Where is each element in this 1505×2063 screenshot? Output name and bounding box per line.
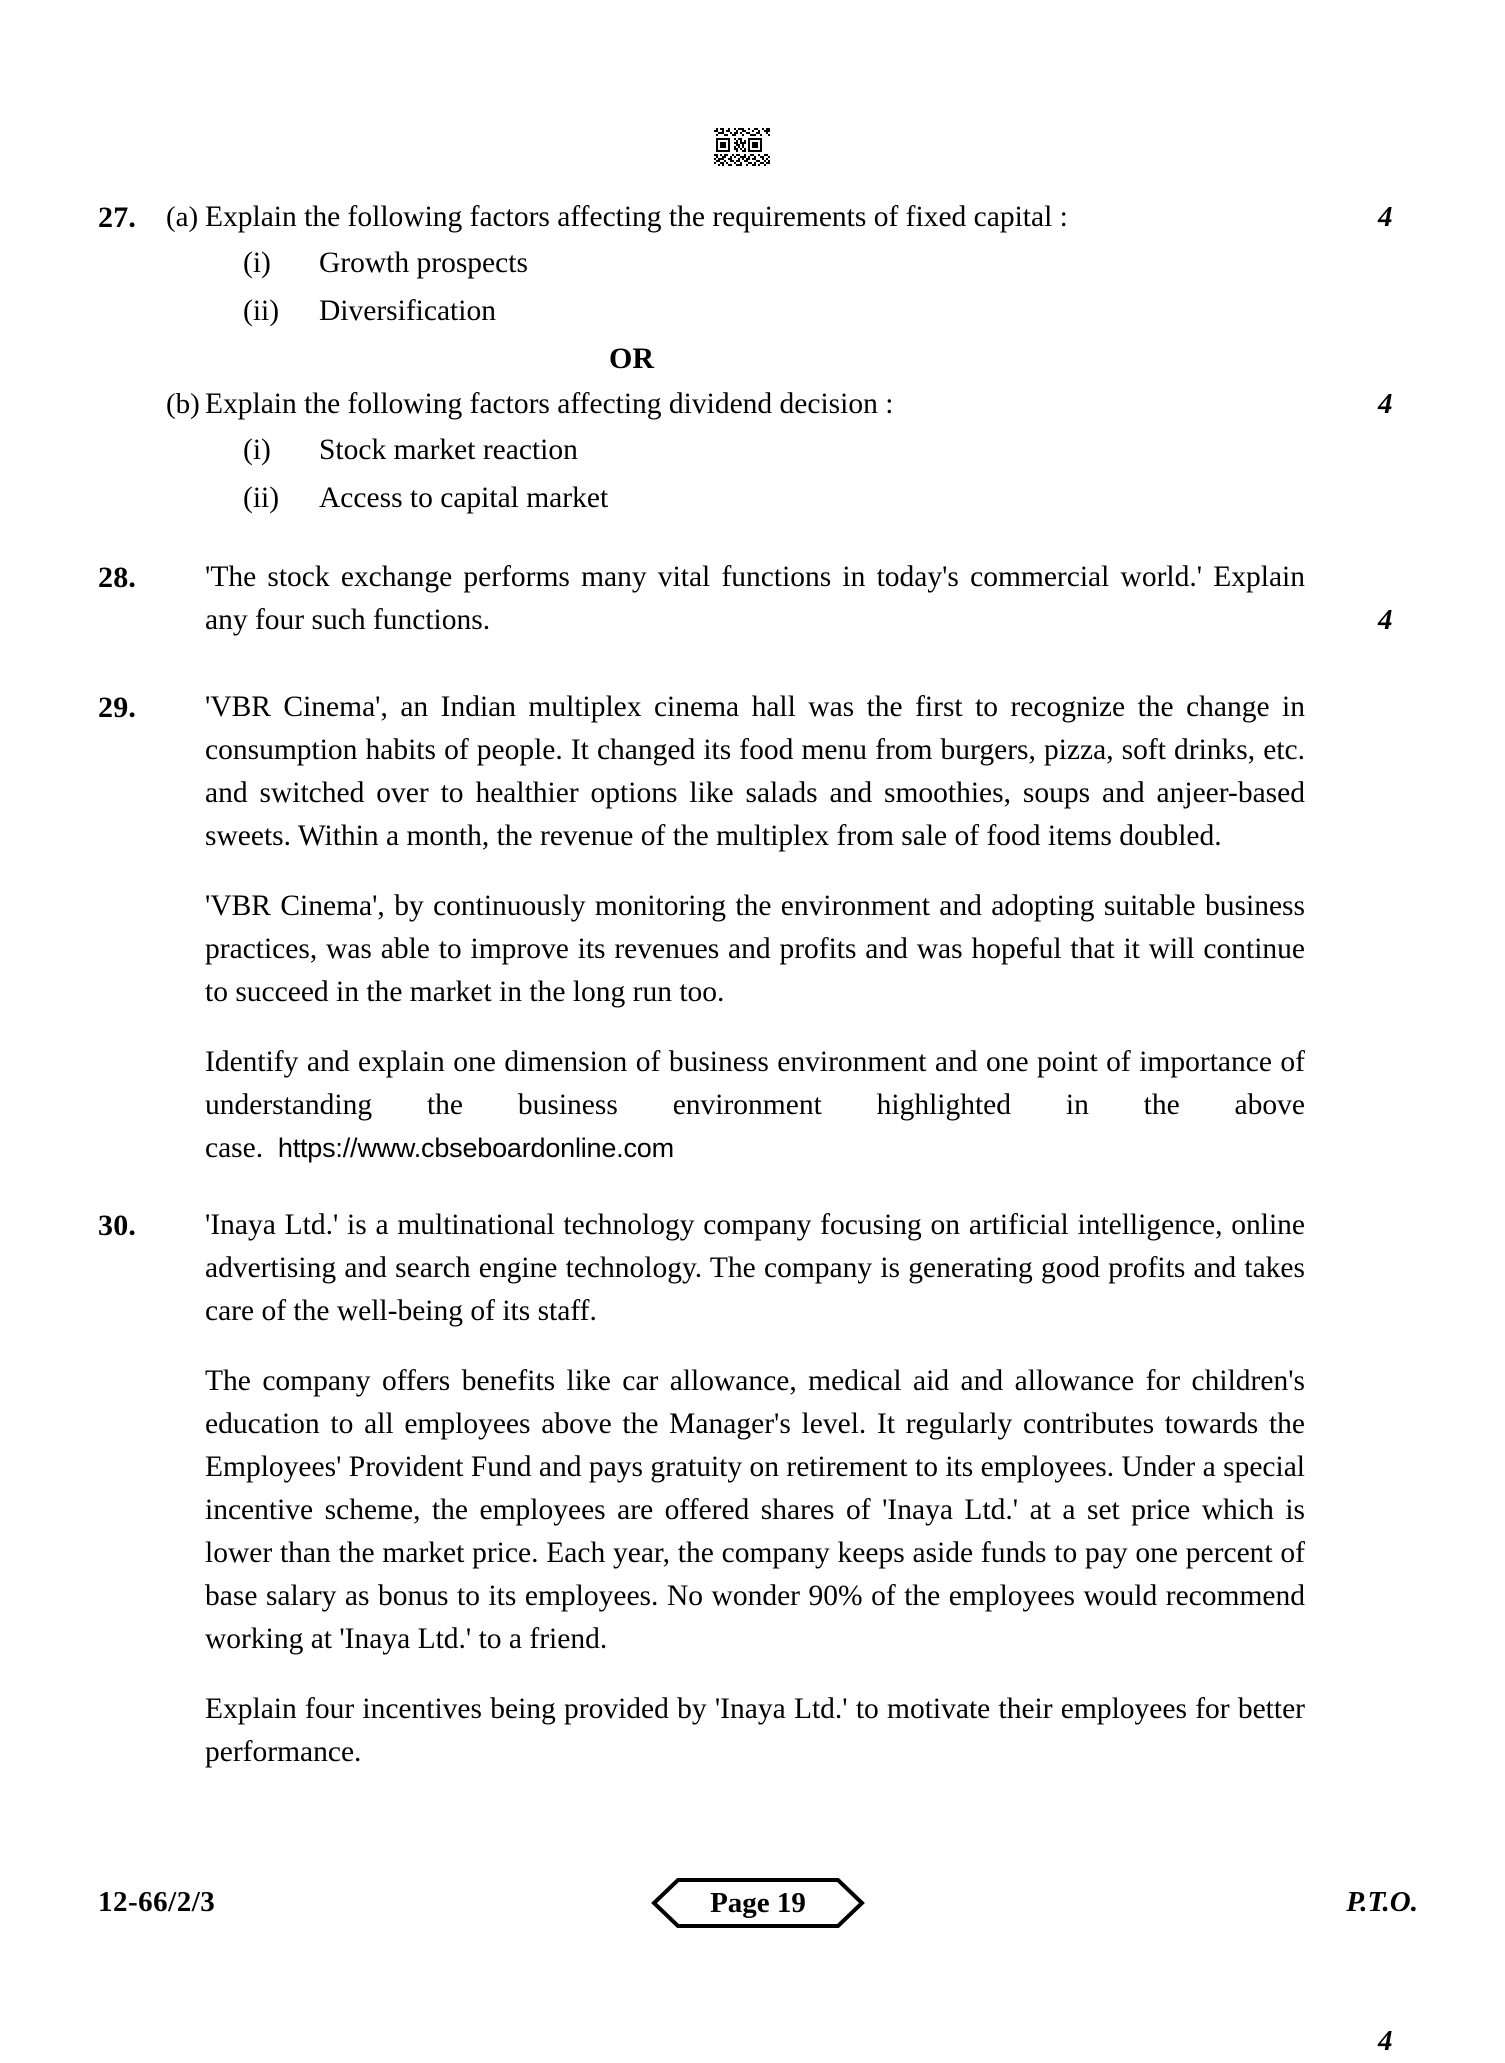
- question-text: [205, 686, 1305, 1170]
- paragraph: 'Inaya Ltd.' is a multinational technology company focusing on artificial intelligence, online advertising and search engine technology. The company is generating good profits and takes care of the well-being of its staff.: [205, 1209, 1305, 1327]
- question-part-label: (b): [166, 388, 200, 420]
- pto-label: P.T.O.: [1346, 1886, 1418, 1918]
- paragraph: [205, 1041, 1305, 1170]
- or-separator: OR: [609, 342, 654, 375]
- qr-code-icon: [714, 128, 772, 168]
- marks-value: 4: [1378, 388, 1393, 420]
- page-number-label: Page 19: [710, 1887, 806, 1919]
- marks-value: 4: [1378, 201, 1393, 233]
- roman-text: Access to capital market: [319, 482, 609, 514]
- question-number: 27.: [98, 201, 137, 234]
- source-url: https://www.cbseboardonline.com: [277, 1133, 674, 1163]
- roman-list: [243, 239, 1418, 335]
- paper-code: 12-66/2/3: [98, 1886, 216, 1918]
- paragraph: 'VBR Cinema', an Indian multiplex cinema hall was the first to recognize the change in consumption habits of people. It changed its food menu from burgers, pizza, soft drinks, etc. and switched over to healthier options like salads and smoothies, soups and anjeer-based sweets. Within a month, the revenue of the multiplex from sale of food items doubled.: [205, 691, 1305, 852]
- question-28: [98, 556, 1418, 642]
- roman-number: (i): [243, 247, 271, 279]
- roman-text: Growth prospects: [319, 247, 528, 279]
- roman-list: [243, 426, 1418, 522]
- list-item: [243, 474, 1418, 522]
- roman-number: (i): [243, 434, 271, 466]
- paragraph: 'The stock exchange performs many vital functions in today's commercial world.' Explain any four such functions.: [205, 561, 1305, 636]
- question-number: 28.: [98, 561, 137, 594]
- question-number: 29.: [98, 691, 137, 724]
- paragraph: Explain four incentives being provided by 'Inaya Ltd.' to motivate their employees for better performance.: [205, 1693, 1305, 1768]
- list-item: [243, 426, 1418, 474]
- roman-text: Stock market reaction: [319, 434, 578, 466]
- page-number-badge: [648, 1876, 868, 1930]
- paragraph: The company offers benefits like car allowance, medical aid and allowance for children's education to all employees above the Manager's level. It regularly contributes towards the Employees' Provident Fund and pays gratuity on retirement to its employees. Under a special incentive scheme, the employees are offered shares of 'Inaya Ltd.' at a set price which is lower than the market price. Each year, the company keeps aside funds to pay one percent of base salary as bonus to its employees. No wonder 90% of the employees would recommend working at 'Inaya Ltd.' to a friend.: [205, 1365, 1305, 1655]
- page-footer: [98, 1880, 1418, 1940]
- question-27-part-b: [98, 383, 1418, 522]
- list-item: [243, 239, 1418, 287]
- question-part-text: Explain the following factors affecting dividend decision :: [205, 388, 894, 420]
- paragraph-text: Identify and explain one dimension of business environment and one point of importance of understanding the business environment highlighted in the above case.: [205, 1046, 1305, 1164]
- paragraph: 'VBR Cinema', by continuously monitoring the environment and adopting suitable business practices, was able to improve its revenues and profits and was hopeful that it will continue to succeed in the market in the long run too.: [205, 890, 1305, 1008]
- question-text: [205, 1204, 1305, 1774]
- marks-value: 4: [1378, 2025, 1393, 2057]
- question-number: 30.: [98, 1209, 137, 1242]
- roman-text: Diversification: [319, 295, 496, 327]
- question-29: [98, 686, 1418, 1170]
- question-text: [205, 556, 1305, 642]
- roman-number: (ii): [243, 295, 280, 327]
- list-item: [243, 287, 1418, 335]
- roman-number: (ii): [243, 482, 280, 514]
- question-27: [98, 196, 1418, 383]
- question-part-label: (a): [166, 201, 199, 233]
- question-part-text: Explain the following factors affecting the requirements of fixed capital :: [205, 201, 1068, 233]
- marks-value: 4: [1378, 604, 1393, 636]
